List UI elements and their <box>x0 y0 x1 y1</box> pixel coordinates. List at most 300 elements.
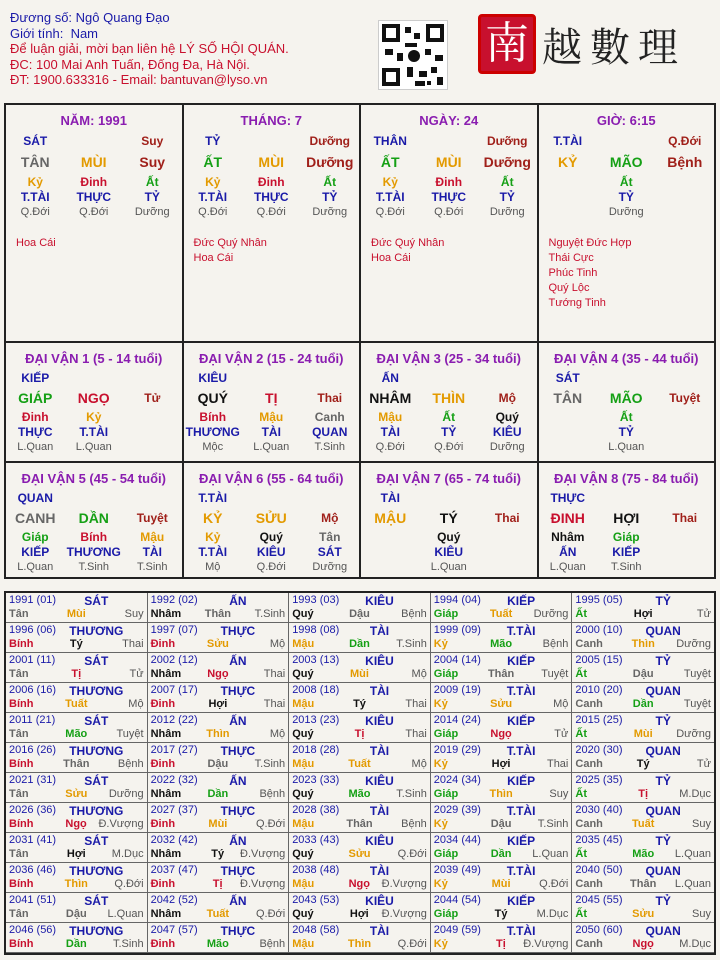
year-label: 1993 (03) <box>292 594 340 606</box>
hidden-status: Q.Đới <box>434 206 464 218</box>
year-branch: Mão <box>206 938 229 950</box>
dai-van-title: ĐẠI VẬN 6 (55 - 64 tuổi) <box>199 471 344 486</box>
year-label: 2027 (37) <box>150 804 198 816</box>
year-stem: Nhâm <box>150 788 182 800</box>
year-stem: Mậu <box>292 878 315 890</box>
hidden-god: QUAN <box>312 425 348 439</box>
year-stem: Đinh <box>150 938 176 950</box>
year-status: Q.Đới <box>397 848 427 860</box>
year-stem: Nhâm <box>150 728 182 740</box>
hidden-stem: Ất <box>500 175 514 189</box>
year-god: THƯƠNG <box>69 924 124 938</box>
year-label: 2038 (48) <box>292 864 340 876</box>
year-branch: Thân <box>487 668 515 680</box>
dai-van-row-1 <box>6 343 714 463</box>
year-status: Tử <box>129 668 144 680</box>
year-branch: Tị <box>212 878 223 890</box>
dai-van-3 <box>361 343 539 463</box>
dai-van-5 <box>6 463 184 577</box>
year-branch: Sửu <box>632 908 655 920</box>
year-stem: Đinh <box>150 758 176 770</box>
year-god: THƯƠNG <box>69 624 124 638</box>
year-cell <box>572 803 714 833</box>
year-label: 2022 (32) <box>150 774 198 786</box>
year-god: KIÊU <box>365 714 394 728</box>
hidden-status: Dưỡng <box>489 206 525 218</box>
year-cell <box>148 863 290 893</box>
year-status: Đ.Vượng <box>240 848 286 860</box>
dai-van-title: ĐẠI VẬN 4 (35 - 44 tuổi) <box>554 351 699 366</box>
hidden-stem: Kỷ <box>382 175 398 189</box>
year-god: T.TÀI <box>506 624 536 638</box>
year-god: TỶ <box>655 594 671 608</box>
pillar-branch-god <box>65 134 124 149</box>
gender-label: Giới tính: <box>10 25 64 41</box>
hidden-status: Dưỡng <box>312 561 348 573</box>
year-branch: Mùi <box>66 608 86 620</box>
year-stem: Mậu <box>292 758 315 770</box>
pillar-status: Suy <box>139 154 166 170</box>
dai-van-stem: QUÝ <box>197 390 228 406</box>
year-branch: Ngọ <box>632 938 654 950</box>
year-stem: Bính <box>9 878 34 890</box>
pillar-branch: MÙI <box>80 154 107 170</box>
hidden-status: Q.Đới <box>375 441 405 453</box>
hidden-stem: Đinh <box>257 175 285 189</box>
hidden-stem: Kỷ <box>27 175 43 189</box>
year-god: THỰC <box>220 804 256 818</box>
star-label: Hoa Cái <box>371 252 411 264</box>
hidden-stem: Đinh <box>21 410 49 424</box>
pillar-stem-god: T.TÀI <box>553 134 583 148</box>
year-cell <box>431 743 573 773</box>
year-status: Q.Đới <box>397 938 427 950</box>
owner-label: Đương số: <box>10 10 73 25</box>
year-label: 2025 (35) <box>575 774 623 786</box>
year-branch: Mùi <box>491 878 511 890</box>
year-stem: Kỷ <box>433 698 448 710</box>
year-label: 2042 (52) <box>150 894 198 906</box>
year-stem: Mậu <box>292 818 315 830</box>
year-stem: Mậu <box>292 938 315 950</box>
gender-value: Nam <box>70 25 99 41</box>
hidden-stem <box>123 410 182 425</box>
year-cell <box>6 683 148 713</box>
year-label: 2011 (21) <box>9 714 56 726</box>
year-branch: Dậu <box>65 908 87 920</box>
year-status: Tuyệt <box>116 728 144 740</box>
year-status: L.Quan <box>532 848 569 860</box>
year-label: 2002 (12) <box>150 654 198 666</box>
year-god: QUAN <box>645 684 681 698</box>
year-status: Dưỡng <box>108 788 144 800</box>
year-label: 2039 (49) <box>433 864 481 876</box>
year-cell <box>6 743 148 773</box>
year-label: 2041 (51) <box>9 894 57 906</box>
pillar-status: Dưỡng <box>306 154 354 170</box>
dai-van-1 <box>6 343 184 463</box>
year-cell <box>148 923 290 953</box>
year-branch: Ngọ <box>207 668 229 680</box>
qr-code-icon <box>378 20 448 90</box>
year-cell <box>572 713 714 743</box>
hidden-god <box>656 190 715 205</box>
dai-van-branch: TÝ <box>439 510 458 526</box>
pillar-title: NĂM: 1991 <box>60 113 127 128</box>
year-stem: Ất <box>575 848 587 860</box>
year-label: 2037 (47) <box>150 864 198 876</box>
hidden-status: T.Sinh <box>610 561 642 573</box>
hidden-god: TỶ <box>144 190 160 204</box>
year-god: ẤN <box>229 834 247 848</box>
year-cell <box>148 833 290 863</box>
year-god: ẤN <box>229 714 247 728</box>
year-stem: Nhâm <box>150 608 182 620</box>
year-god: ẤN <box>229 894 247 908</box>
year-label: 2049 (59) <box>433 924 481 936</box>
pillar-stem: ẤT <box>203 154 223 170</box>
year-god: TỶ <box>655 714 671 728</box>
hidden-stem: Giáp <box>612 530 640 544</box>
year-label: 2017 (27) <box>150 744 198 756</box>
hidden-stem: Ất <box>619 175 633 189</box>
year-label: 2001 (11) <box>9 654 56 666</box>
seal-logo: 南 <box>478 14 536 74</box>
year-cell <box>431 593 573 623</box>
dai-van-title: ĐẠI VẬN 7 (65 - 74 tuổi) <box>376 471 521 486</box>
year-stem: Đinh <box>150 818 176 830</box>
year-status: Bệnh <box>117 758 144 770</box>
dai-van-status: Tuyệt <box>669 391 701 405</box>
hidden-stem: Bính <box>80 530 108 544</box>
year-god: KIÊU <box>365 894 394 908</box>
dai-van-god: THỰC <box>550 491 586 505</box>
year-stem: Ất <box>575 908 587 920</box>
year-stem: Nhâm <box>150 848 182 860</box>
pillar-top-status: Q.Đới <box>668 134 702 148</box>
hidden-status <box>539 205 598 220</box>
hidden-stem <box>539 410 598 425</box>
hidden-stem <box>656 530 715 545</box>
year-god: ẤN <box>229 594 247 608</box>
year-stem: Canh <box>575 758 603 770</box>
pillar-stem-god: THÂN <box>373 134 407 148</box>
hidden-stem <box>361 530 420 545</box>
year-label: 2000 (10) <box>575 624 623 636</box>
year-cell <box>148 713 290 743</box>
pillar-2 <box>361 105 539 343</box>
year-stem: Ất <box>575 728 587 740</box>
year-branch: Tuất <box>65 698 88 710</box>
year-status: Suy <box>692 908 711 920</box>
year-status: Thai <box>122 638 144 650</box>
pillar-branch: MÙI <box>435 154 462 170</box>
dai-van-title: ĐẠI VẬN 3 (25 - 34 tuổi) <box>376 351 521 366</box>
year-cell <box>148 653 290 683</box>
year-status: Q.Đới <box>255 818 286 830</box>
year-status: Mộ <box>128 698 144 710</box>
year-label: 2007 (17) <box>150 684 198 696</box>
hidden-status: L.Quan <box>253 441 290 453</box>
hidden-stem: Ất <box>442 410 456 424</box>
dai-van-7 <box>361 463 539 577</box>
year-cell <box>6 773 148 803</box>
year-cell <box>6 863 148 893</box>
year-god: THƯƠNG <box>69 744 124 758</box>
year-god: SÁT <box>84 774 109 788</box>
year-god: KIẾP <box>507 894 536 908</box>
year-cell <box>572 653 714 683</box>
year-status: Thai <box>263 668 286 680</box>
hidden-status: Q.Đới <box>20 206 50 218</box>
year-label: 2036 (46) <box>9 864 57 876</box>
year-branch: Dậu <box>207 758 229 770</box>
year-branch: Dần <box>65 938 87 950</box>
year-label: 2047 (57) <box>150 924 198 936</box>
year-label: 2050 (60) <box>575 924 623 936</box>
year-god: THỰC <box>220 684 256 698</box>
year-label: 2019 (29) <box>433 744 481 756</box>
year-label: 2045 (55) <box>575 894 623 906</box>
year-label: 2018 (28) <box>292 744 340 756</box>
year-label: 1999 (09) <box>433 624 481 636</box>
year-status: M.Dục <box>679 938 711 950</box>
year-god: QUAN <box>645 924 681 938</box>
hidden-status: L.Quan <box>17 441 54 453</box>
hidden-status: Dưỡng <box>134 206 170 218</box>
hidden-god: THỰC <box>76 190 112 204</box>
annual-table <box>4 591 716 955</box>
year-god: KIẾP <box>507 654 536 668</box>
year-stem: Tân <box>9 668 29 680</box>
year-branch: Ngọ <box>65 818 87 830</box>
hidden-status: L.Quan <box>549 561 586 573</box>
year-status: Đ.Vượng <box>240 878 286 890</box>
year-stem: Bính <box>9 638 34 650</box>
year-cell <box>572 773 714 803</box>
hidden-god: THƯƠNG <box>185 425 240 439</box>
hidden-status: T.Sinh <box>136 561 168 573</box>
pillar-0 <box>6 105 184 343</box>
year-branch: Tuất <box>348 758 371 770</box>
header <box>10 10 380 88</box>
year-cell <box>148 623 290 653</box>
hidden-stem: Canh <box>314 410 345 424</box>
hidden-god: ẤN <box>559 545 577 559</box>
year-god: TÀI <box>369 684 390 698</box>
year-god: THỰC <box>220 864 256 878</box>
address-line: ĐC: 100 Mai Anh Tuấn, Đống Đa, Hà Nội. <box>10 56 250 72</box>
hidden-status: Mộc <box>202 441 224 453</box>
year-label: 1992 (02) <box>150 594 198 606</box>
dai-van-god: KIÊU <box>198 371 228 385</box>
year-status: Tuyệt <box>541 668 569 680</box>
year-god: KIẾP <box>507 594 536 608</box>
year-cell <box>431 833 573 863</box>
year-god: THƯƠNG <box>69 804 124 818</box>
pillar-top-status: Suy <box>141 134 164 148</box>
dai-van-branch: NGỌ <box>77 390 110 406</box>
year-god: THỰC <box>220 744 256 758</box>
year-god: SÁT <box>84 654 109 668</box>
year-god: THỰC <box>220 624 256 638</box>
year-stem: Canh <box>575 818 603 830</box>
hidden-stem <box>656 175 715 190</box>
hidden-stem: Tân <box>319 530 341 544</box>
year-cell <box>6 893 148 923</box>
year-label: 2023 (33) <box>292 774 340 786</box>
dai-van-status: Thai <box>494 511 520 525</box>
year-branch: Tý <box>494 908 508 920</box>
year-god: QUAN <box>645 864 681 878</box>
hidden-god: KIẾP <box>612 545 641 559</box>
year-stem: Quý <box>292 848 314 860</box>
hidden-god: T.TÀI <box>20 190 50 204</box>
pillar-status: Bệnh <box>667 154 703 170</box>
pillar-1 <box>184 105 362 343</box>
year-label: 2034 (44) <box>433 834 481 846</box>
year-status: Đ.Vượng <box>523 938 569 950</box>
year-god: QUAN <box>645 744 681 758</box>
hidden-god: T.TÀI <box>79 425 109 439</box>
year-stem: Kỷ <box>433 758 448 770</box>
year-stem: Bính <box>9 758 34 770</box>
hidden-status: T.Sinh <box>78 561 110 573</box>
year-branch: Dậu <box>349 608 370 620</box>
year-branch: Dần <box>207 788 229 800</box>
hidden-status: Dưỡng <box>312 206 348 218</box>
year-stem: Kỷ <box>433 878 448 890</box>
year-god: KIẾP <box>507 834 536 848</box>
hidden-god: TÀI <box>380 425 400 439</box>
year-stem: Canh <box>575 938 603 950</box>
year-branch: Thân <box>630 878 657 890</box>
year-label: 2020 (30) <box>575 744 623 756</box>
year-cell <box>289 833 431 863</box>
year-stem: Nhâm <box>150 908 182 920</box>
hidden-god: TỶ <box>618 190 634 204</box>
year-branch: Tuất <box>631 818 655 830</box>
dai-van-status: Thai <box>672 511 698 525</box>
year-status: Mộ <box>411 758 427 770</box>
year-branch: Hợi <box>633 608 653 620</box>
year-branch: Sửu <box>206 638 229 650</box>
year-stem: Tân <box>9 788 29 800</box>
hidden-stem: Kỷ <box>205 175 221 189</box>
dai-van-branch: SỬU <box>255 510 287 526</box>
year-cell <box>289 803 431 833</box>
year-status: Q.Đới <box>539 878 569 890</box>
year-label: 2010 (20) <box>575 684 623 696</box>
pillars-row <box>6 105 714 343</box>
dai-van-title: ĐẠI VẬN 8 (75 - 84 tuổi) <box>554 471 699 486</box>
year-cell <box>148 803 290 833</box>
year-god: TỶ <box>655 894 671 908</box>
year-stem: Bính <box>9 698 34 710</box>
hidden-status: L.Quan <box>75 441 112 453</box>
hidden-god <box>656 545 715 560</box>
dai-van-stem: GIÁP <box>18 390 53 406</box>
year-label: 2008 (18) <box>292 684 340 696</box>
hidden-stem: Bính <box>199 410 227 424</box>
hidden-status: Q.Đới <box>256 561 286 573</box>
year-branch: Mão <box>348 788 371 800</box>
hidden-stem: Mậu <box>140 530 165 544</box>
year-branch: Thân <box>346 818 373 830</box>
year-stem: Nhâm <box>150 668 182 680</box>
hidden-god: THỰC <box>17 425 53 439</box>
year-god: TÀI <box>369 804 390 818</box>
year-cell <box>289 743 431 773</box>
star-label: Tướng Tinh <box>548 297 606 309</box>
year-god: SÁT <box>84 894 109 908</box>
year-label: 2032 (42) <box>150 834 198 846</box>
hidden-god: KIÊU <box>256 545 286 559</box>
hidden-stem: Ất <box>145 175 159 189</box>
year-label: 2004 (14) <box>433 654 481 666</box>
hidden-god: THỰC <box>431 190 467 204</box>
year-cell <box>148 743 290 773</box>
year-status: Suy <box>692 818 711 830</box>
dai-van-title: ĐẠI VẬN 2 (15 - 24 tuổi) <box>199 351 344 366</box>
hidden-god: TÀI <box>261 425 281 439</box>
year-status: Đ.Vượng <box>381 908 427 920</box>
hidden-god <box>478 545 537 560</box>
pillar-stem-god: SÁT <box>23 134 48 148</box>
year-branch: Tị <box>495 938 506 950</box>
year-branch: Thân <box>204 608 232 620</box>
dai-van-god: SÁT <box>555 371 580 385</box>
pillar-branch-god <box>597 134 656 149</box>
dai-van-stem: CANH <box>15 510 56 526</box>
year-cell <box>431 803 573 833</box>
year-branch: Mùi <box>633 728 653 740</box>
year-branch: Tị <box>638 788 649 800</box>
dai-van-title: ĐẠI VẬN 5 (45 - 54 tuổi) <box>21 471 166 486</box>
year-stem: Giáp <box>433 788 459 800</box>
year-status: Q.Đới <box>114 878 144 890</box>
year-stem: Ất <box>575 608 587 620</box>
dai-van-status: Mộ <box>498 391 516 405</box>
year-branch: Thìn <box>489 788 513 800</box>
dai-van-god: T.TÀI <box>198 491 228 505</box>
gender-line <box>10 26 380 42</box>
hidden-status: Q.Đới <box>256 206 286 218</box>
year-branch: Mão <box>632 848 655 860</box>
hidden-god: SÁT <box>317 545 342 559</box>
year-status: Mộ <box>411 668 427 680</box>
hidden-status <box>123 440 182 455</box>
year-label: 2031 (41) <box>9 834 57 846</box>
hidden-status <box>539 440 598 455</box>
year-branch: Hợi <box>66 848 86 860</box>
pillar-branch: MÙI <box>258 154 285 170</box>
dai-van-status: Tuyệt <box>136 511 168 525</box>
year-cell <box>289 593 431 623</box>
year-cell <box>6 623 148 653</box>
year-branch: Sửu <box>348 848 371 860</box>
year-status: Mộ <box>269 728 286 740</box>
year-label: 2026 (36) <box>9 804 57 816</box>
year-cell <box>572 893 714 923</box>
pillar-branch: MÃO <box>609 154 643 170</box>
year-status: Bệnh <box>401 608 427 620</box>
hidden-god <box>123 425 182 440</box>
year-label: 2030 (40) <box>575 804 623 816</box>
year-label: 2015 (25) <box>575 714 623 726</box>
year-cell <box>289 683 431 713</box>
year-god: T.TÀI <box>506 864 536 878</box>
